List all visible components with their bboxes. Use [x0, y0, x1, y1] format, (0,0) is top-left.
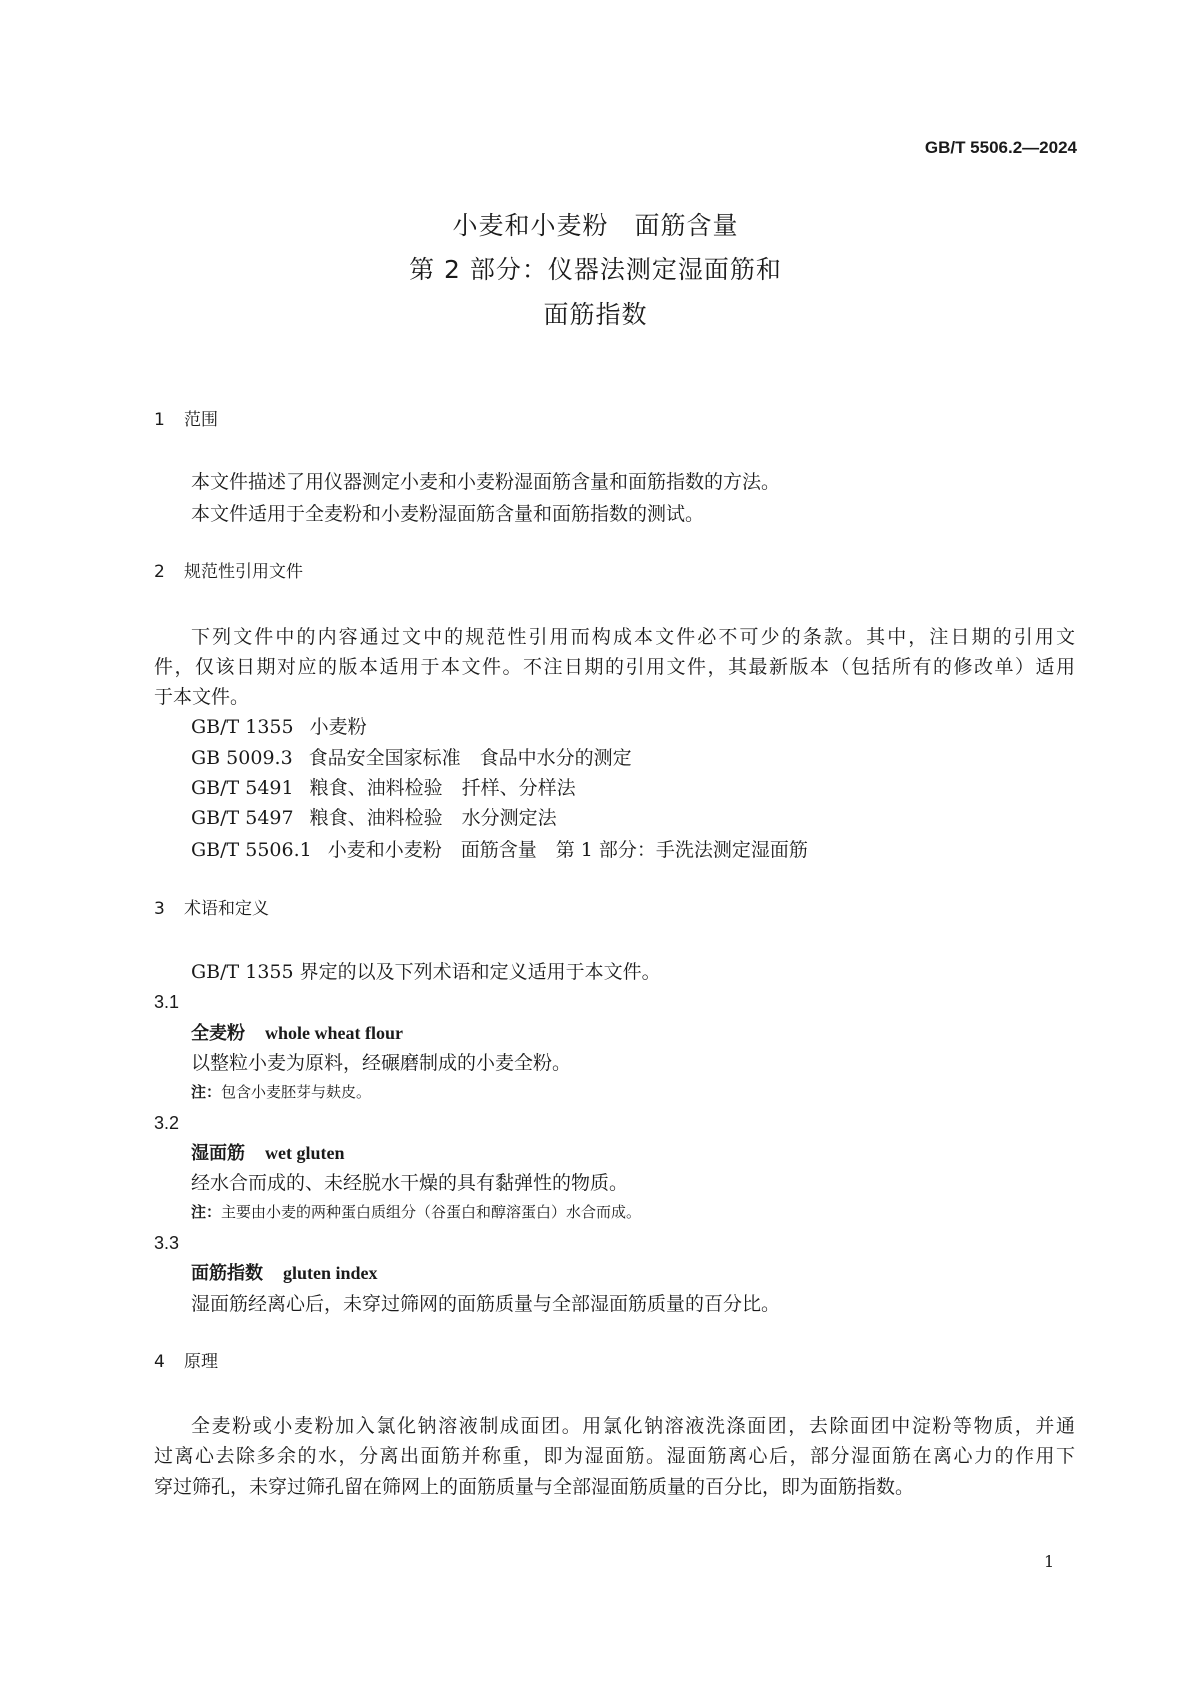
reference-item — [191, 715, 367, 739]
term-definition: 以整粒小麦为原料，经碾磨制成的小麦全粉。 — [191, 1052, 572, 1074]
reference-title: 粮食、油料检验 水分测定法 — [309, 807, 557, 829]
term-en: wet gluten — [265, 1143, 345, 1163]
term-definition: 湿面筋经离心后，未穿过筛网的面筋质量与全部湿面筋质量的百分比。 — [191, 1293, 781, 1315]
reference-code: GB 5009.3 — [191, 747, 293, 769]
note-text: 主要由小麦的两种蛋白质组分（谷蛋白和醇溶蛋白）水合而成。 — [221, 1203, 642, 1221]
term-zh: 面筋指数 — [191, 1263, 263, 1284]
section-title: 规范性引用文件 — [184, 562, 303, 582]
reference-item — [191, 806, 557, 830]
reference-title: 小麦和小麦粉 面筋含量 第 1 部分：手洗法测定湿面筋 — [327, 839, 808, 861]
note-label: 注： — [191, 1203, 222, 1221]
note-text: 包含小麦胚芽与麸皮。 — [221, 1083, 372, 1101]
reference-title: 粮食、油料检验 扦样、分样法 — [309, 777, 576, 799]
term-en: gluten index — [283, 1263, 378, 1283]
term-en: whole wheat flour — [265, 1023, 403, 1043]
reference-title: 食品安全国家标准 食品中水分的测定 — [308, 747, 632, 769]
clause-number: 3.2 — [154, 1113, 180, 1133]
reference-item — [191, 776, 576, 800]
paragraph-line: 穿过筛孔，未穿过筛孔留在筛网上的面筋质量与全部湿面筋质量的百分比，即为面筋指数。 — [154, 1476, 915, 1498]
term-note — [191, 1080, 371, 1104]
paragraph-line: 下列文件中的内容通过文中的规范性引用而构成本文件必不可少的条款。其中，注日期的引用文 — [191, 626, 1075, 648]
reference-code: GB/T 5506.1 — [191, 839, 312, 861]
paragraph-line: 本文件适用于全麦粉和小麦粉湿面筋含量和面筋指数的测试。 — [191, 503, 705, 525]
section-number: 2 — [154, 562, 165, 582]
reference-title: 小麦粉 — [309, 716, 367, 738]
section-title: 术语和定义 — [184, 899, 269, 919]
term-entry — [191, 1261, 378, 1286]
document-title-line-1: 小麦和小麦粉 面筋含量 — [452, 211, 739, 240]
term-zh: 全麦粉 — [191, 1023, 245, 1044]
section-title: 原理 — [184, 1352, 218, 1372]
note-label: 注： — [191, 1083, 222, 1101]
section-title: 范围 — [184, 410, 218, 430]
section-heading-terms-definitions — [154, 897, 269, 921]
page-number: 1 — [1044, 1552, 1055, 1571]
clause-number: 3.3 — [154, 1233, 180, 1253]
term-zh: 湿面筋 — [191, 1143, 245, 1164]
reference-code: GB/T 1355 — [191, 716, 294, 738]
document-title-line-3: 面筋指数 — [543, 300, 648, 329]
term-entry — [191, 1141, 345, 1166]
term-definition: 经水合而成的、未经脱水干燥的具有黏弹性的物质。 — [191, 1172, 629, 1194]
paragraph-line: 于本文件。 — [154, 686, 250, 708]
section-number: 1 — [154, 410, 165, 430]
section-number: 3 — [154, 899, 165, 919]
term-note — [191, 1200, 641, 1224]
term-entry — [191, 1021, 403, 1046]
section-heading-scope — [154, 408, 218, 432]
paragraph-line: GB/T 1355 界定的以及下列术语和定义适用于本文件。 — [191, 961, 661, 983]
reference-code: GB/T 5497 — [191, 807, 294, 829]
reference-item — [191, 838, 808, 862]
paragraph-line: 件，仅该日期对应的版本适用于本文件。不注日期的引用文件，其最新版本（包括所有的修改单）适用 — [154, 656, 1075, 678]
section-heading-principle — [154, 1350, 218, 1374]
reference-item — [191, 746, 632, 770]
clause-number: 3.1 — [154, 992, 180, 1012]
document-title-line-2: 第 2 部分：仪器法测定湿面筋和 — [409, 255, 782, 284]
reference-code: GB/T 5491 — [191, 777, 294, 799]
paragraph-line: 本文件描述了用仪器测定小麦和小麦粉湿面筋含量和面筋指数的方法。 — [191, 471, 781, 493]
paragraph-line: 过离心去除多余的水，分离出面筋并称重，即为湿面筋。湿面筋离心后，部分湿面筋在离心力的作用下 — [154, 1445, 1075, 1467]
standard-number: GB/T 5506.2—2024 — [924, 138, 1077, 157]
section-heading-normative-references — [154, 560, 303, 584]
section-number: 4 — [154, 1352, 165, 1372]
paragraph-line: 全麦粉或小麦粉加入氯化钠溶液制成面团。用氯化钠溶液洗涤面团，去除面团中淀粉等物质，并通 — [191, 1415, 1075, 1437]
